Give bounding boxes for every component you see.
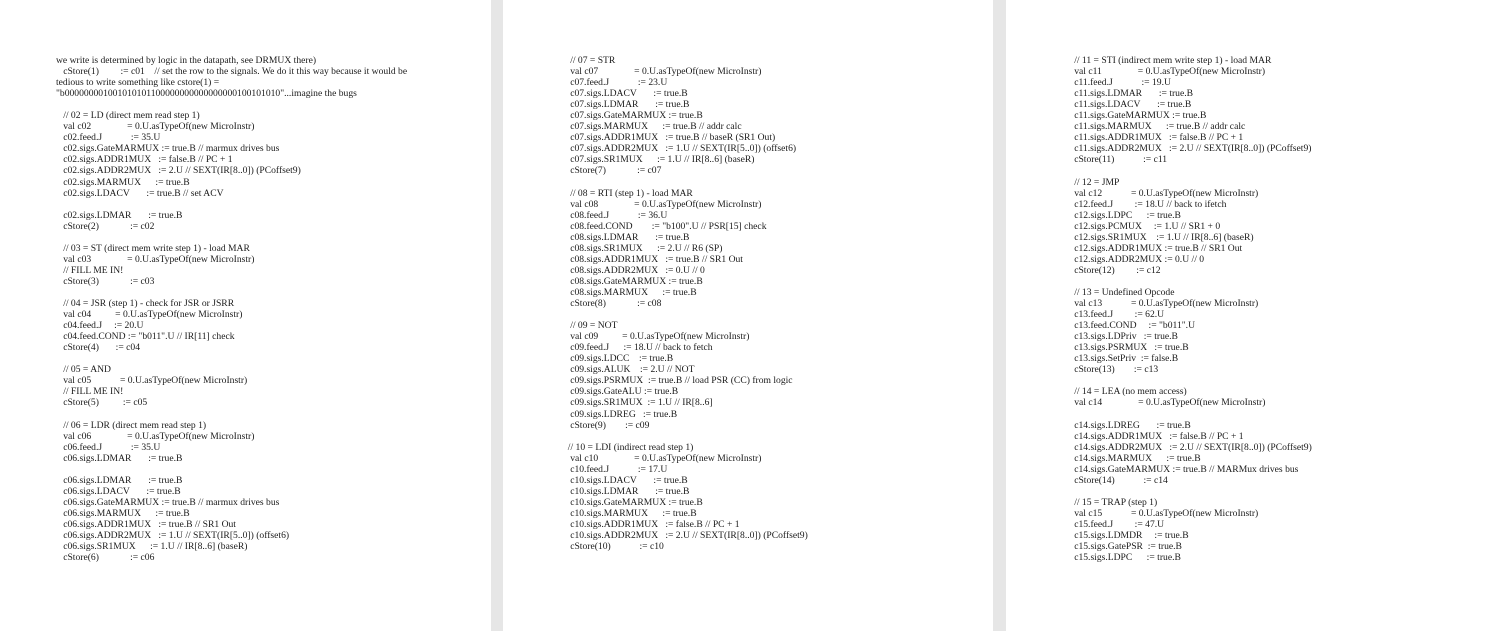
- text-line: c11.sigs.GateMARMUX := true.B: [1067, 110, 1207, 122]
- text-line: c15.sigs.LDPC := true.B: [1067, 552, 1181, 564]
- text-line: [56, 353, 407, 364]
- text-line: c02.sigs.MARMUX := true.B: [56, 176, 190, 188]
- text-line: c06.sigs.ADDR2MUX := 1.U // SEXT(IR[5..0]) (offset6): [56, 530, 290, 542]
- text-line: c07.sigs.MARMUX := true.B // addr calc: [563, 121, 742, 133]
- text-line: c06.feed.J := 35.U: [56, 441, 161, 453]
- text-line: c02.sigs.GateMARMUX := true.B // marmux drives bus: [56, 143, 280, 155]
- text-line: c09.sigs.LDREG := true.B: [563, 408, 678, 420]
- text-line: c08.sigs.MARMUX := true.B: [563, 286, 697, 298]
- text-line: c02.sigs.ADDR1MUX := false.B // PC + 1: [56, 154, 233, 166]
- text-line: // 09 = NOT: [563, 320, 618, 332]
- text-line: c11.sigs.ADDR2MUX := 2.U // SEXT(IR[8..0]) (PCoffset9): [1067, 143, 1312, 155]
- text-line: c08.sigs.ADDR1MUX := true.B // SR1 Out: [563, 253, 743, 265]
- text-line: c15.feed.J := 47.U: [1067, 518, 1165, 530]
- text-line: c09.sigs.ALUK := 2.U // NOT: [563, 364, 695, 376]
- text-line: c10.sigs.LDACV := true.B: [563, 474, 688, 486]
- text-line: val c09 = 0.U.asTypeOf(new MicroInstr): [563, 331, 750, 343]
- text-line: cStore(5) := c05: [56, 397, 148, 409]
- page-3-text[interactable]: [1067, 55, 1312, 563]
- text-line: c12.sigs.ADDR2MUX := 0.U // 0: [1067, 253, 1205, 265]
- text-line: c06.sigs.GateMARMUX := true.B // marmux drives bus: [56, 496, 280, 508]
- text-line: val c06 = 0.U.asTypeOf(new MicroInstr): [56, 430, 255, 442]
- text-line: c10.sigs.GateMARMUX := true.B: [563, 496, 703, 508]
- text-line: // 10 = LDI (indirect read step 1): [563, 441, 694, 453]
- text-line: c12.feed.J := 18.U // back to ifetch: [1067, 198, 1227, 210]
- text-line: c07.feed.J := 23.U: [563, 77, 668, 89]
- text-line: [56, 409, 407, 420]
- text-line: cStore(4) := c04: [56, 342, 141, 354]
- text-line: [563, 177, 808, 188]
- text-line: c06.sigs.LDMAR := true.B: [56, 452, 183, 464]
- text-line: c13.sigs.LDPriv := true.B: [1067, 331, 1178, 343]
- text-line: cStore(7) := c07: [563, 165, 662, 177]
- text-line: cStore(8) := c08: [563, 298, 662, 310]
- text-line: // 11 = STI (indirect mem write step 1) - load MAR: [1067, 55, 1272, 66]
- text-line: // 14 = LEA (no mem access): [1067, 386, 1187, 398]
- text-line: [563, 431, 808, 442]
- text-line: c09.sigs.SR1MUX := 1.U // IR[8..6]: [563, 397, 713, 409]
- text-line: c08.sigs.SR1MUX := 2.U // R6 (SP): [563, 242, 723, 254]
- text-line: c09.sigs.PSRMUX := true.B // load PSR (CC) from logic: [563, 375, 793, 387]
- text-line: c14.sigs.ADDR2MUX := 2.U // SEXT(IR[8..0]) (PCoffset9): [1067, 441, 1312, 453]
- text-line: // 12 = JMP: [1067, 176, 1120, 188]
- text-line: c11.sigs.ADDR1MUX := false.B // PC + 1: [1067, 132, 1244, 144]
- text-line: c07.sigs.ADDR1MUX := true.B // baseR (SR1 Out): [563, 132, 776, 144]
- document-page-3: [1006, 0, 1495, 631]
- text-line: [1067, 409, 1312, 420]
- text-line: val c14 = 0.U.asTypeOf(new MicroInstr): [1067, 397, 1266, 409]
- text-line: c13.sigs.PSRMUX := true.B: [1067, 342, 1189, 354]
- text-line: c11.sigs.MARMUX := true.B // addr calc: [1067, 121, 1246, 133]
- text-line: c07.sigs.LDACV := true.B: [563, 88, 688, 100]
- text-line: cStore(3) := c03: [56, 275, 155, 287]
- text-line: cStore(13) := c13: [1067, 364, 1159, 376]
- text-line: c12.sigs.ADDR1MUX := true.B // SR1 Out: [1067, 242, 1243, 254]
- text-line: c06.sigs.ADDR1MUX := true.B // SR1 Out: [56, 518, 236, 530]
- text-line: // 06 = LDR (direct mem read step 1): [56, 419, 207, 431]
- text-line: c10.sigs.ADDR2MUX := 2.U // SEXT(IR[8..0]) (PCoffset9): [563, 530, 808, 542]
- page-1-text[interactable]: [56, 55, 407, 563]
- text-line: c06.sigs.SR1MUX := 1.U // IR[8..6] (baseR): [56, 541, 248, 553]
- text-line: c15.sigs.LDMDR := true.B: [1067, 530, 1189, 542]
- document-page-2: [503, 0, 993, 631]
- text-line: // 05 = AND: [56, 364, 111, 376]
- text-line: [56, 232, 407, 243]
- text-line: c10.sigs.ADDR1MUX := false.B // PC + 1: [563, 518, 740, 530]
- text-line: cStore(9) := c09: [563, 419, 650, 431]
- text-line: c13.sigs.SetPriv := false.B: [1067, 353, 1179, 365]
- text-line: // 08 = RTI (step 1) - load MAR: [563, 187, 693, 199]
- text-line: // 04 = JSR (step 1) - check for JSR or JSRR: [56, 298, 235, 310]
- text-line: val c02 = 0.U.asTypeOf(new MicroInstr): [56, 121, 255, 133]
- text-line: val c15 = 0.U.asTypeOf(new MicroInstr): [1067, 507, 1259, 519]
- text-line: cStore(6) := c06: [56, 552, 155, 564]
- text-line: cStore(1) := c01 // set the row to the signals. We do it this way because it would be: [56, 66, 408, 78]
- text-line: c02.sigs.LDMAR := true.B: [56, 209, 183, 221]
- text-line: // 13 = Undefined Opcode: [1067, 286, 1175, 298]
- text-line: c06.sigs.LDMAR := true.B: [56, 474, 183, 486]
- text-line: tedious to write something like cstore(1) =: [56, 77, 220, 89]
- text-line: c08.feed.J := 36.U: [563, 209, 668, 221]
- text-line: c15.sigs.GatePSR := true.B: [1067, 541, 1182, 553]
- text-line: c04.feed.COND := "b011".U // IR[11] check: [56, 331, 235, 343]
- text-line: val c13 = 0.U.asTypeOf(new MicroInstr): [1067, 298, 1259, 310]
- text-line: c02.feed.J := 35.U: [56, 132, 161, 144]
- text-line: c11.feed.J := 19.U: [1067, 77, 1171, 89]
- text-line: // 15 = TRAP (step 1): [1067, 496, 1158, 508]
- text-line: val c12 = 0.U.asTypeOf(new MicroInstr): [1067, 187, 1259, 199]
- text-line: c02.sigs.LDACV := true.B // set ACV: [56, 187, 224, 199]
- text-line: cStore(14) := c14: [1067, 474, 1168, 486]
- text-line: cStore(10) := c10: [563, 541, 664, 553]
- text-line: c07.sigs.LDMAR := true.B: [563, 99, 690, 111]
- text-line: c12.sigs.PCMUX := 1.U // SR1 + 0: [1067, 220, 1221, 232]
- text-line: c06.sigs.LDACV := true.B: [56, 485, 181, 497]
- text-line: val c08 = 0.U.asTypeOf(new MicroInstr): [563, 198, 762, 210]
- text-line: c11.sigs.LDACV := true.B: [1067, 99, 1192, 111]
- text-line: c14.sigs.LDREG := true.B: [1067, 419, 1191, 431]
- text-line: c09.feed.J := 18.U // back to fetch: [563, 342, 713, 354]
- text-line: "b000000001001010101100000000000000000100101010"...imagine the bugs: [56, 88, 357, 100]
- text-line: [563, 309, 808, 320]
- text-line: c09.sigs.GateALU := true.B: [563, 386, 679, 398]
- text-line: c13.feed.J := 62.U: [1067, 309, 1165, 321]
- text-line: cStore(12) := c12: [1067, 264, 1161, 276]
- text-line: c04.feed.J := 20.U: [56, 320, 144, 332]
- text-line: // 02 = LD (direct mem read step 1): [56, 110, 200, 122]
- text-line: val c07 = 0.U.asTypeOf(new MicroInstr): [563, 66, 762, 78]
- text-line: c08.sigs.GateMARMUX := true.B: [563, 275, 703, 287]
- text-line: c07.sigs.GateMARMUX := true.B: [563, 110, 703, 122]
- text-line: [1067, 276, 1312, 287]
- text-line: c08.feed.COND := "b100".U // PSR[15] check: [563, 220, 767, 232]
- text-line: [1067, 165, 1312, 176]
- text-line: c14.sigs.MARMUX := true.B: [1067, 452, 1201, 464]
- text-line: c10.feed.J := 17.U: [563, 463, 668, 475]
- text-line: c08.sigs.LDMAR := true.B: [563, 231, 690, 243]
- text-line: [1067, 486, 1312, 497]
- text-line: val c04 = 0.U.asTypeOf(new MicroInstr): [56, 309, 243, 321]
- text-line: c12.sigs.LDPC := true.B: [1067, 209, 1181, 221]
- document-page-1: [0, 0, 491, 631]
- text-line: val c11 = 0.U.asTypeOf(new MicroInstr): [1067, 66, 1266, 78]
- text-line: [56, 464, 407, 475]
- text-line: [56, 287, 407, 298]
- text-line: [1067, 375, 1312, 386]
- text-line: // 07 = STR: [563, 55, 616, 66]
- text-line: [56, 99, 407, 110]
- text-line: cStore(11) := c11: [1067, 154, 1168, 166]
- text-line: c07.sigs.ADDR2MUX := 1.U // SEXT(IR[5..0]) (offset6): [563, 143, 797, 155]
- text-line: c10.sigs.LDMAR := true.B: [563, 485, 690, 497]
- text-line: c08.sigs.ADDR2MUX := 0.U // 0: [563, 264, 705, 276]
- text-line: c14.sigs.ADDR1MUX := false.B // PC + 1: [1067, 430, 1244, 442]
- text-line: c07.sigs.SR1MUX := 1.U // IR[8..6] (baseR): [563, 154, 755, 166]
- text-line: c12.sigs.SR1MUX := 1.U // IR[8..6] (baseR): [1067, 231, 1254, 243]
- text-line: we write is determined by logic in the datapath, see DRMUX there): [56, 55, 317, 66]
- text-line: val c10 = 0.U.asTypeOf(new MicroInstr): [563, 452, 762, 464]
- text-line: c06.sigs.MARMUX := true.B: [56, 507, 190, 519]
- text-line: c14.sigs.GateMARMUX := true.B // MARMux drives bus: [1067, 463, 1299, 475]
- text-line: c09.sigs.LDCC := true.B: [563, 353, 674, 365]
- text-line: c02.sigs.ADDR2MUX := 2.U // SEXT(IR[8..0]) (PCoffset9): [56, 165, 301, 177]
- text-line: val c05 = 0.U.asTypeOf(new MicroInstr): [56, 375, 248, 387]
- text-line: c11.sigs.LDMAR := true.B: [1067, 88, 1194, 100]
- text-line: // FILL ME IN!: [56, 264, 124, 276]
- text-line: c13.feed.COND := "b011".U: [1067, 320, 1195, 332]
- text-line: // 03 = ST (direct mem write step 1) - load MAR: [56, 242, 250, 254]
- page-2-text[interactable]: [563, 55, 808, 552]
- text-line: // FILL ME IN!: [56, 386, 124, 398]
- text-line: c10.sigs.MARMUX := true.B: [563, 507, 697, 519]
- text-line: [56, 199, 407, 210]
- text-line: cStore(2) := c02: [56, 220, 155, 232]
- text-line: val c03 = 0.U.asTypeOf(new MicroInstr): [56, 253, 255, 265]
